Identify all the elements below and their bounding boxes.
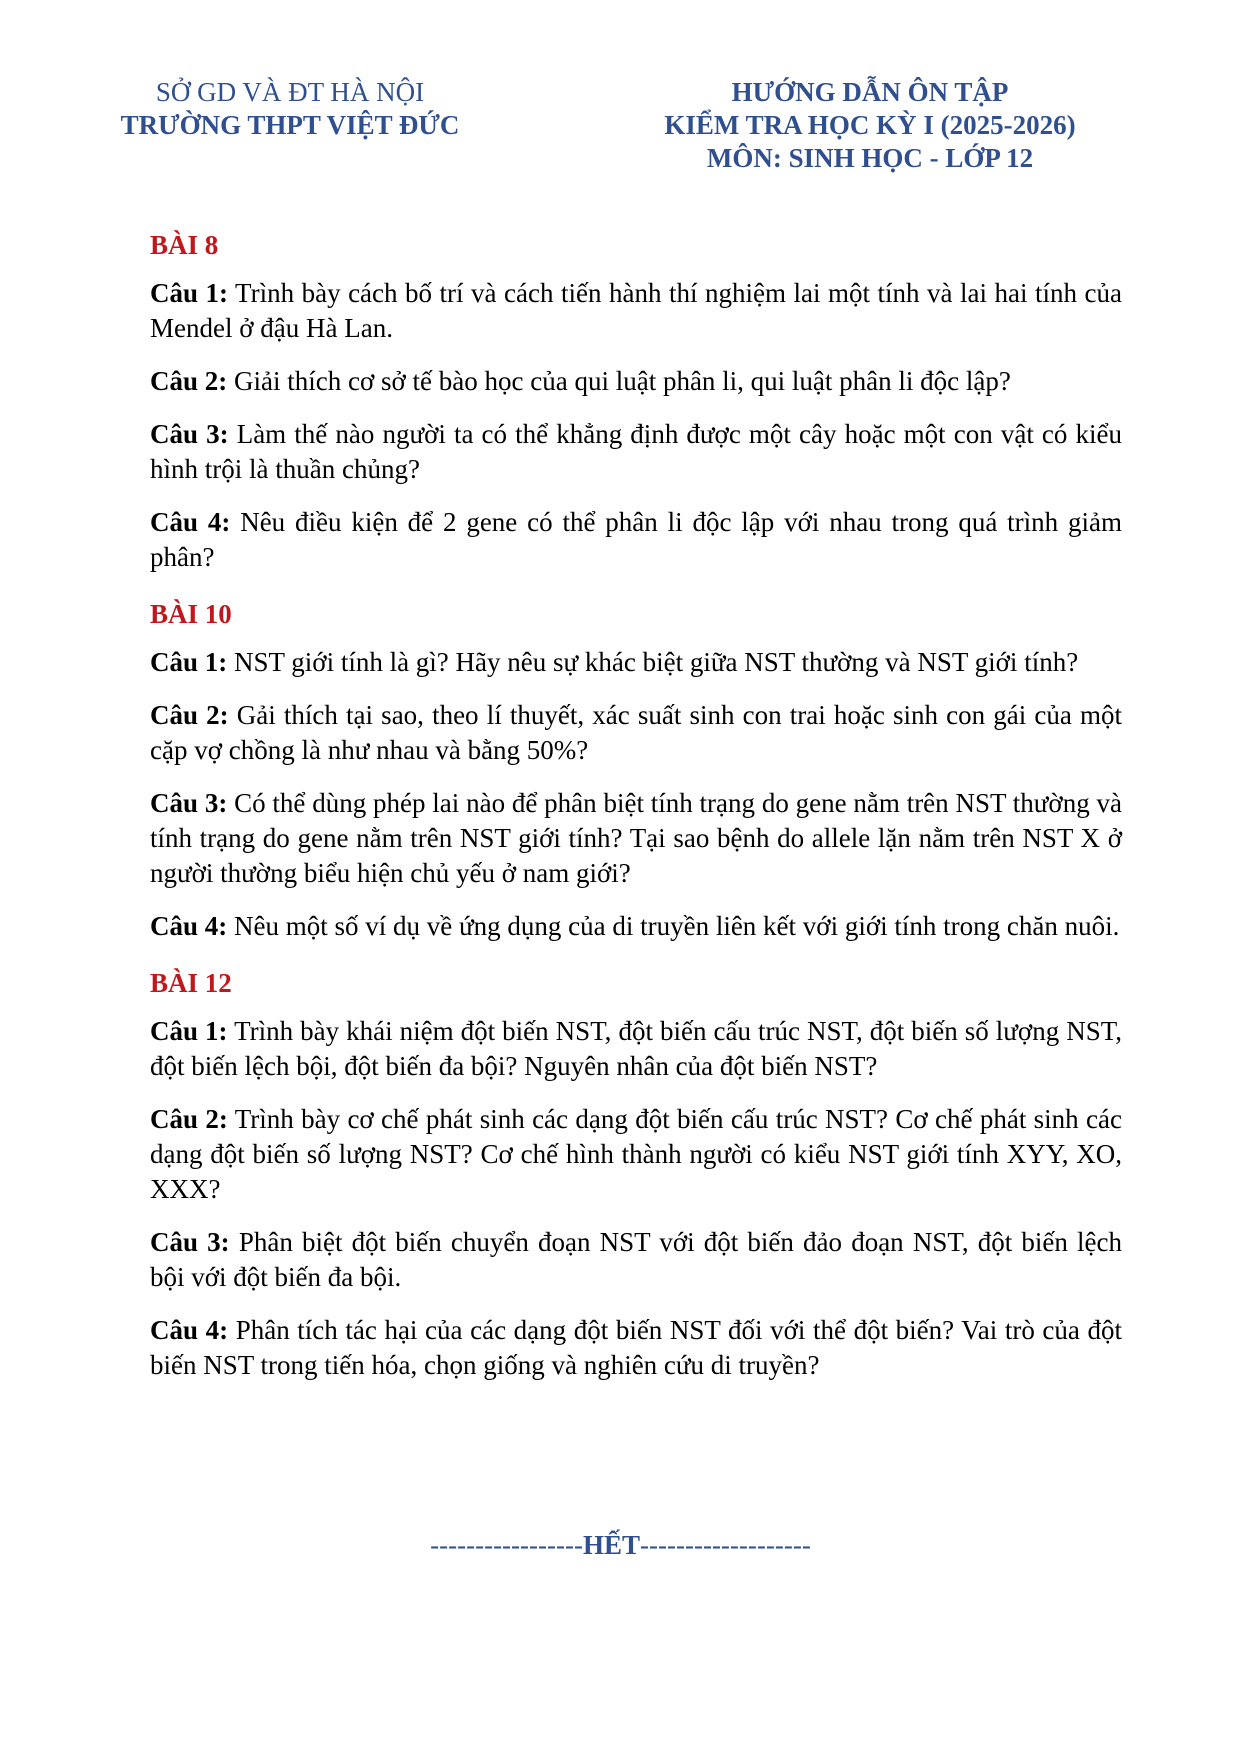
lesson-section xyxy=(150,228,1122,575)
question-label: Câu 1: xyxy=(150,647,228,677)
question-text: Gải thích tại sao, theo lí thuyết, xác suất sinh con trai hoặc sinh con gái của một cặp vợ chồng là như nhau và bằng 50%? xyxy=(150,700,1122,765)
question xyxy=(150,1102,1122,1207)
lesson-title: BÀI 12 xyxy=(150,968,232,998)
document-body xyxy=(150,228,1122,1405)
exam-name: KIỂM TRA HỌC KỲ I (2025-2026) xyxy=(664,110,1076,140)
question-text: Có thể dùng phép lai nào để phân biệt tính trạng do gene nằm trên NST thường và tính trạng do gene nằm trên NST giới tính? Tại sao bệnh do allele lặn nằm trên NST X ở người thường biểu hiện chủ yếu ở nam giới? xyxy=(150,788,1122,888)
question xyxy=(150,505,1122,575)
subject-grade: MÔN: SINH HỌC - LỚP 12 xyxy=(706,143,1034,173)
question xyxy=(150,1313,1122,1383)
question-text: Nêu điều kiện để 2 gene có thể phân li độc lập với nhau trong quá trình giảm phân? xyxy=(150,507,1122,572)
end-dashes-right: ------------------- xyxy=(640,1530,811,1560)
question-label: Câu 4: xyxy=(150,507,231,537)
question xyxy=(150,1225,1122,1295)
school-info xyxy=(100,76,480,142)
question-label: Câu 3: xyxy=(150,1227,230,1257)
lesson-title: BÀI 10 xyxy=(150,599,232,629)
question-text: Phân tích tác hại của các dạng đột biến NST đối với thể đột biến? Vai trò của đột biến NST trong tiến hóa, chọn giống và nghiên cứu di truyền? xyxy=(150,1315,1122,1380)
question-text: Phân biệt đột biến chuyển đoạn NST với đột biến đảo đoạn NST, đột biến lệch bội với đột biến đa bội. xyxy=(150,1227,1123,1292)
question xyxy=(150,909,1122,944)
document-title-block xyxy=(640,76,1100,175)
end-word: HẾT xyxy=(582,1530,641,1560)
school-name: TRƯỜNG THPT VIỆT ĐỨC xyxy=(120,110,460,140)
question-label: Câu 1: xyxy=(150,278,229,308)
question-label: Câu 3: xyxy=(150,788,228,818)
question-text: Trình bày cơ chế phát sinh các dạng đột biến cấu trúc NST? Cơ chế phát sinh các dạng đột biến số lượng NST? Cơ chế hình thành người có kiểu NST giới tính XYY, XO, XXX? xyxy=(150,1104,1122,1204)
lesson-section xyxy=(150,966,1122,1383)
question-text: Giải thích cơ sở tế bào học của qui luật phân li, qui luật phân li độc lập? xyxy=(227,366,1011,396)
department-name: SỞ GD VÀ ĐT HÀ NỘI xyxy=(155,77,425,107)
question-text: Trình bày cách bố trí và cách tiến hành thí nghiệm lai một tính và lai hai tính của Mendel ở đậu Hà Lan. xyxy=(150,278,1122,343)
end-marker xyxy=(0,1530,1241,1561)
question xyxy=(150,1014,1122,1084)
question xyxy=(150,645,1122,680)
question-text: Làm thế nào người ta có thể khẳng định được một cây hoặc một con vật có kiểu hình trội là thuần chủng? xyxy=(150,419,1122,484)
question-label: Câu 1: xyxy=(150,1016,228,1046)
question-text: Nêu một số ví dụ về ứng dụng của di truyền liên kết với giới tính trong chăn nuôi. xyxy=(227,911,1120,941)
question-label: Câu 4: xyxy=(150,911,228,941)
document-title: HƯỚNG DẪN ÔN TẬP xyxy=(731,77,1009,107)
question-label: Câu 2: xyxy=(150,700,229,730)
question xyxy=(150,786,1122,891)
question-label: Câu 3: xyxy=(150,419,229,449)
question xyxy=(150,698,1122,768)
question-label: Câu 2: xyxy=(150,1104,228,1134)
question xyxy=(150,417,1122,487)
lesson-section xyxy=(150,597,1122,944)
question-label: Câu 4: xyxy=(150,1315,229,1345)
question xyxy=(150,364,1122,399)
document-header xyxy=(0,76,1241,186)
question-label: Câu 2: xyxy=(150,366,228,396)
question xyxy=(150,276,1122,346)
end-dashes-left: ----------------- xyxy=(430,1530,583,1560)
lesson-title: BÀI 8 xyxy=(150,230,219,260)
question-text: NST giới tính là gì? Hãy nêu sự khác biệt giữa NST thường và NST giới tính? xyxy=(227,647,1079,677)
question-text: Trình bày khái niệm đột biến NST, đột biến cấu trúc NST, đột biến số lượng NST, đột biến lệch bội, đột biến đa bội? Nguyên nhân của đột biến NST? xyxy=(150,1016,1122,1081)
